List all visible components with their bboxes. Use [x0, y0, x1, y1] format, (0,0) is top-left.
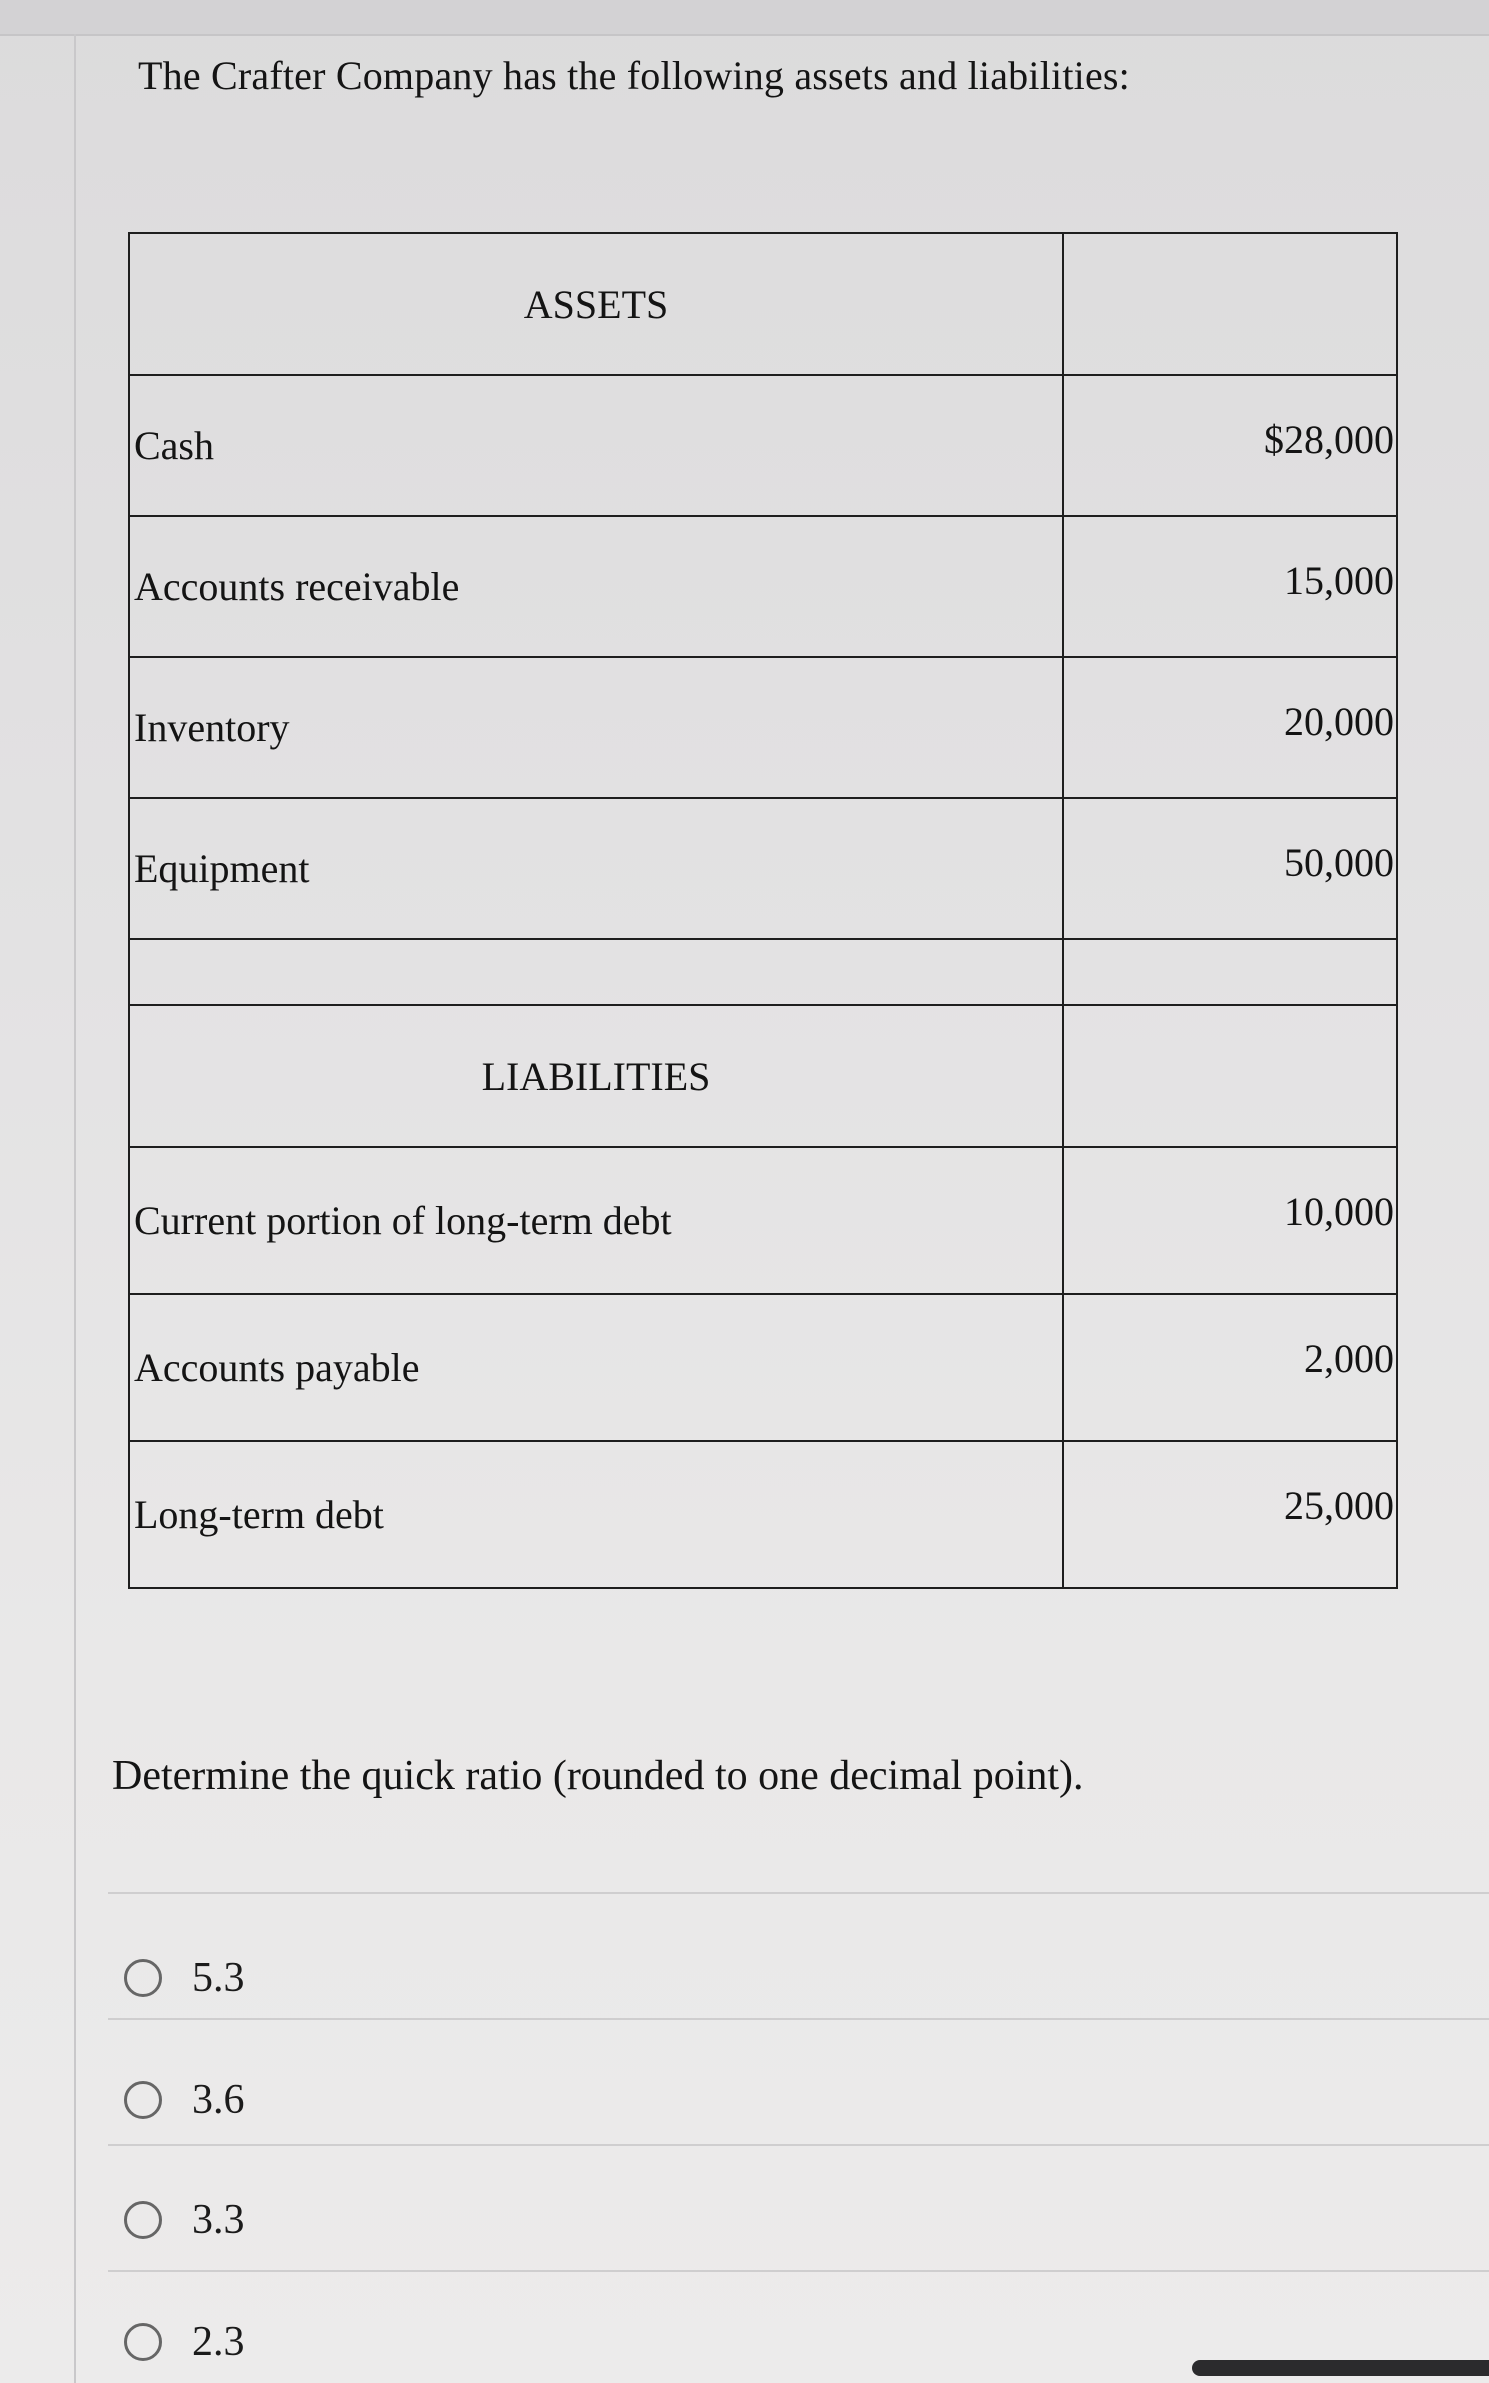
row-label-accounts-receivable: Accounts receivable — [129, 516, 1063, 657]
table-row — [129, 375, 1397, 516]
left-rule — [74, 34, 76, 2383]
liabilities-heading: LIABILITIES — [129, 1005, 1063, 1147]
divider — [108, 2018, 1489, 2020]
table-row — [129, 1294, 1397, 1441]
radio-button-icon[interactable] — [124, 2201, 162, 2239]
empty-row — [129, 939, 1397, 1005]
balance-table — [128, 232, 1398, 1589]
row-label-long-term-debt: Long-term debt — [129, 1441, 1063, 1588]
liabilities-heading-row — [129, 1005, 1397, 1147]
option-label: 3.3 — [192, 2197, 245, 2243]
row-label-current-portion: Current portion of long-term debt — [129, 1147, 1063, 1294]
radio-button-icon[interactable] — [124, 1959, 162, 1997]
divider — [108, 1892, 1489, 1894]
radio-button-icon[interactable] — [124, 2323, 162, 2361]
row-amount-cash: $28,000 — [1063, 375, 1397, 516]
table-row — [129, 798, 1397, 939]
row-label-accounts-payable: Accounts payable — [129, 1294, 1063, 1441]
row-amount-equipment: 50,000 — [1063, 798, 1397, 939]
assets-heading-row — [129, 233, 1397, 375]
answer-option-4[interactable] — [124, 2312, 245, 2372]
row-amount-accounts-receivable: 15,000 — [1063, 516, 1397, 657]
row-amount-inventory: 20,000 — [1063, 657, 1397, 798]
row-label-cash: Cash — [129, 375, 1063, 516]
radio-button-icon[interactable] — [124, 2081, 162, 2119]
empty-cell — [129, 939, 1063, 1005]
problem-intro: The Crafter Company has the following assets and liabilities: — [138, 53, 1130, 98]
top-strip — [0, 0, 1489, 36]
row-amount-accounts-payable: 2,000 — [1063, 1294, 1397, 1441]
question-text: Determine the quick ratio (rounded to one decimal point). — [112, 1753, 1084, 1799]
liabilities-heading-empty-cell — [1063, 1005, 1397, 1147]
row-amount-current-portion: 10,000 — [1063, 1147, 1397, 1294]
answer-option-3[interactable] — [124, 2190, 245, 2250]
option-label: 3.6 — [192, 2077, 245, 2123]
table-row — [129, 1147, 1397, 1294]
table-row — [129, 1441, 1397, 1588]
row-amount-long-term-debt: 25,000 — [1063, 1441, 1397, 1588]
divider — [108, 2270, 1489, 2272]
table-row — [129, 516, 1397, 657]
option-label: 5.3 — [192, 1955, 245, 2001]
answer-option-2[interactable] — [124, 2070, 245, 2130]
row-label-equipment: Equipment — [129, 798, 1063, 939]
answer-option-1[interactable] — [124, 1948, 245, 2008]
row-label-inventory: Inventory — [129, 657, 1063, 798]
scroll-indicator — [1192, 2360, 1489, 2376]
table-row — [129, 657, 1397, 798]
divider — [108, 2144, 1489, 2146]
assets-heading: ASSETS — [129, 233, 1063, 375]
empty-cell — [1063, 939, 1397, 1005]
assets-heading-empty-cell — [1063, 233, 1397, 375]
option-label: 2.3 — [192, 2319, 245, 2365]
